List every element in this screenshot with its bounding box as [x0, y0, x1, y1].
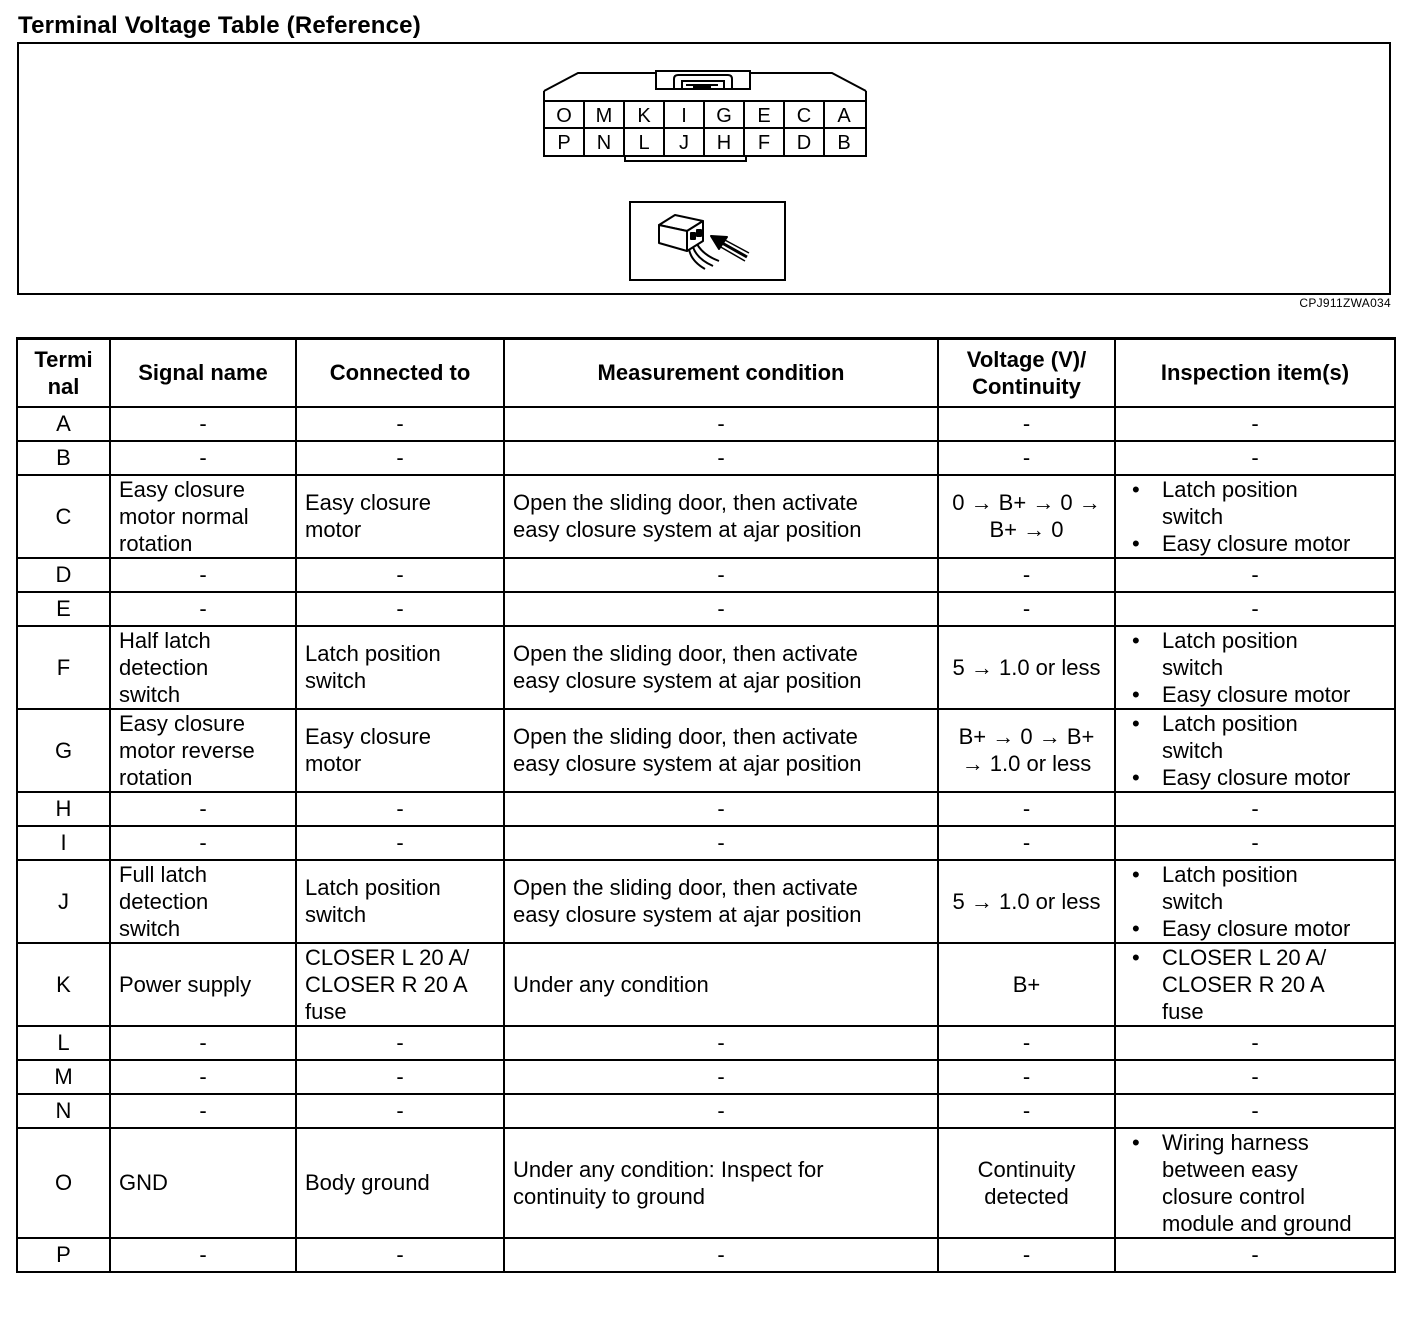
inspection-item [1124, 915, 1386, 942]
voltage-line: Continuity [977, 1156, 1076, 1182]
signal-cell: - [110, 826, 296, 860]
inspection-line: • Easy closure motor [1162, 764, 1351, 790]
terminal-cell: B [17, 441, 110, 475]
voltage-cell: - [938, 407, 1115, 441]
pin-label: O [556, 105, 572, 127]
condition-line: Under any condition: Inspect for [513, 1156, 824, 1182]
connected-cell: - [296, 558, 504, 592]
inspection-item [1124, 944, 1386, 1025]
inspection-cell: - [1115, 558, 1395, 592]
connected-cell: - [296, 1026, 504, 1060]
inspection-line: fuse [1162, 998, 1204, 1024]
condition-cell [504, 626, 938, 709]
connected-line: motor [305, 751, 362, 776]
pin-label: L [638, 132, 650, 154]
inspection-line: • CLOSER L 20 A/ [1162, 944, 1327, 970]
inspection-line: • Latch position [1162, 476, 1298, 502]
table-row [17, 1128, 1395, 1238]
inspection-line: • Wiring harness [1162, 1129, 1309, 1155]
condition-line: Open the sliding door, then activate [513, 875, 858, 900]
inspection-line: closure control [1162, 1183, 1306, 1209]
voltage-line: 0 → B+ → 0 → [952, 490, 1101, 515]
pin-label: H [716, 132, 732, 154]
inspection-item [1124, 681, 1386, 708]
condition-line: continuity to ground [513, 1183, 706, 1209]
voltage-line: → 1.0 or less [961, 751, 1092, 776]
table-row [17, 1060, 1395, 1094]
condition-line: Open the sliding door, then activate [513, 641, 858, 666]
table-row [17, 592, 1395, 626]
signal-cell [110, 1128, 296, 1238]
connected-cell: - [296, 441, 504, 475]
connected-cell: - [296, 1094, 504, 1128]
connected-cell [296, 1128, 504, 1238]
signal-cell [110, 860, 296, 943]
voltage-line: B+ [1012, 971, 1041, 997]
connected-line: Easy closure [305, 490, 431, 515]
condition-line: Open the sliding door, then activate [513, 724, 858, 749]
terminal-cell: G [17, 709, 110, 792]
connected-cell: - [296, 826, 504, 860]
condition-cell [504, 475, 938, 558]
condition-line: easy closure system at ajar position [513, 668, 862, 693]
condition-cell: - [504, 558, 938, 592]
header-measurement-condition: Measurement condition [504, 339, 938, 407]
voltage-line: B+ → 0 [989, 517, 1064, 542]
inspection-line: switch [1162, 737, 1224, 763]
table-row [17, 1026, 1395, 1060]
condition-cell: - [504, 1238, 938, 1272]
header-voltage-line: Voltage (V)/ [966, 346, 1087, 372]
header-terminal-line: nal [47, 373, 80, 399]
inspection-cell: - [1115, 1060, 1395, 1094]
terminal-cell: I [17, 826, 110, 860]
connected-line: switch [305, 668, 367, 693]
pin-label: M [595, 105, 613, 127]
inspection-cell: - [1115, 1238, 1395, 1272]
voltage-cell [938, 626, 1115, 709]
pin-label: P [557, 132, 571, 154]
inspection-cell: - [1115, 407, 1395, 441]
pin-label: C [796, 105, 812, 127]
pin-label: I [681, 105, 687, 127]
inspection-cell: - [1115, 1026, 1395, 1060]
inspection-line: • Easy closure motor [1162, 530, 1351, 556]
header-terminal [17, 339, 110, 407]
pin-label: J [679, 132, 689, 154]
inspection-line: • Easy closure motor [1162, 681, 1351, 707]
connected-line: fuse [305, 998, 347, 1024]
signal-cell: - [110, 1094, 296, 1128]
voltage-cell: - [938, 558, 1115, 592]
inspection-cell [1115, 709, 1395, 792]
connected-line: CLOSER L 20 A/ [305, 944, 470, 970]
condition-line: Open the sliding door, then activate [513, 490, 858, 515]
terminal-voltage-table [16, 337, 1396, 1273]
voltage-cell: - [938, 1026, 1115, 1060]
terminal-cell: C [17, 475, 110, 558]
voltage-line: 5 → 1.0 or less [952, 888, 1101, 914]
voltage-cell: - [938, 592, 1115, 626]
connected-line: motor [305, 517, 362, 542]
inspection-line: CLOSER R 20 A [1162, 971, 1325, 997]
connected-cell: - [296, 1060, 504, 1094]
signal-line: detection [119, 654, 209, 680]
terminal-cell: E [17, 592, 110, 626]
header-terminal-line: Termi [34, 346, 93, 372]
inspection-item [1124, 627, 1386, 681]
inspection-cell [1115, 860, 1395, 943]
terminal-cell: M [17, 1060, 110, 1094]
voltage-cell [938, 1128, 1115, 1238]
terminal-cell: D [17, 558, 110, 592]
terminal-cell: H [17, 792, 110, 826]
inspection-list [1124, 861, 1386, 942]
connected-line: switch [305, 902, 367, 927]
signal-cell: - [110, 1060, 296, 1094]
harness-side-view [629, 201, 786, 281]
voltage-cell [938, 475, 1115, 558]
connected-cell [296, 709, 504, 792]
signal-cell: - [110, 1238, 296, 1272]
connected-cell [296, 475, 504, 558]
signal-line: switch [119, 681, 181, 707]
condition-line: easy closure system at ajar position [513, 517, 862, 542]
page-title: Terminal Voltage Table (Reference) [18, 12, 421, 39]
condition-cell: - [504, 1060, 938, 1094]
signal-line: Power supply [119, 971, 252, 997]
voltage-cell [938, 943, 1115, 1026]
connector-diagram [543, 60, 867, 170]
inspection-item [1124, 861, 1386, 915]
inspection-line: • Latch position [1162, 861, 1298, 887]
voltage-cell: - [938, 1094, 1115, 1128]
signal-cell: - [110, 792, 296, 826]
header-voltage [938, 339, 1115, 407]
voltage-cell: - [938, 1060, 1115, 1094]
connected-line: Easy closure [305, 724, 431, 749]
voltage-cell: - [938, 792, 1115, 826]
inspection-line: between easy [1162, 1156, 1298, 1182]
condition-cell: - [504, 792, 938, 826]
inspection-cell: - [1115, 826, 1395, 860]
pin-label: G [716, 105, 732, 127]
inspection-list [1124, 710, 1386, 791]
inspection-list [1124, 1129, 1386, 1237]
condition-line: easy closure system at ajar position [513, 751, 862, 776]
header-signal-name: Signal name [110, 339, 296, 407]
inspection-line: switch [1162, 888, 1224, 914]
connected-line: Latch position [305, 875, 441, 900]
table-row [17, 558, 1395, 592]
signal-line: switch [119, 915, 181, 941]
inspection-cell [1115, 1128, 1395, 1238]
connected-cell: - [296, 792, 504, 826]
condition-cell: - [504, 441, 938, 475]
table-row [17, 1094, 1395, 1128]
pin-label: D [796, 132, 812, 154]
signal-line: Easy closure [119, 710, 245, 736]
header-connected-to: Connected to [296, 339, 504, 407]
connected-cell: - [296, 1238, 504, 1272]
connected-line: Body ground [305, 1170, 430, 1195]
signal-cell [110, 709, 296, 792]
inspection-list [1124, 627, 1386, 708]
connected-cell [296, 943, 504, 1026]
table-row [17, 441, 1395, 475]
condition-cell: - [504, 1094, 938, 1128]
pin-label: N [596, 132, 612, 154]
condition-cell: - [504, 826, 938, 860]
table-row [17, 407, 1395, 441]
voltage-cell: - [938, 1238, 1115, 1272]
condition-line: Under any condition [513, 971, 709, 997]
inspection-item [1124, 476, 1386, 530]
terminal-cell: F [17, 626, 110, 709]
inspection-item [1124, 710, 1386, 764]
table-header-row [17, 339, 1395, 407]
condition-cell: - [504, 407, 938, 441]
terminal-cell: P [17, 1238, 110, 1272]
terminal-cell: L [17, 1026, 110, 1060]
inspection-line: module and ground [1162, 1210, 1352, 1236]
inspection-line: • Latch position [1162, 627, 1298, 653]
signal-cell: - [110, 407, 296, 441]
harness-side-icon [631, 203, 784, 279]
inspection-cell: - [1115, 1094, 1395, 1128]
condition-cell: - [504, 1026, 938, 1060]
pin-label: B [837, 132, 851, 154]
inspection-cell: - [1115, 441, 1395, 475]
voltage-cell [938, 709, 1115, 792]
signal-line: motor reverse [119, 737, 255, 763]
voltage-line: B+ → 0 → B+ [958, 724, 1095, 749]
signal-line: Full latch [119, 861, 208, 887]
voltage-cell [938, 860, 1115, 943]
signal-line: GND [119, 1170, 168, 1195]
signal-cell [110, 475, 296, 558]
header-inspection-items: Inspection item(s) [1115, 339, 1395, 407]
signal-line: motor normal [119, 503, 249, 529]
voltage-line: 5 → 1.0 or less [952, 654, 1101, 680]
terminal-cell: N [17, 1094, 110, 1128]
signal-cell [110, 943, 296, 1026]
table-row [17, 826, 1395, 860]
pin-label: A [837, 105, 851, 127]
inspection-cell [1115, 943, 1395, 1026]
table-row [17, 792, 1395, 826]
header-voltage-line: Continuity [972, 373, 1081, 399]
table-row [17, 475, 1395, 558]
voltage-line: detected [984, 1183, 1069, 1209]
condition-cell [504, 943, 938, 1026]
inspection-cell: - [1115, 592, 1395, 626]
terminal-cell: J [17, 860, 110, 943]
signal-cell: - [110, 1026, 296, 1060]
table-row [17, 943, 1395, 1026]
voltage-cell: - [938, 441, 1115, 475]
inspection-line: switch [1162, 503, 1224, 529]
signal-line: rotation [119, 764, 193, 790]
inspection-cell [1115, 626, 1395, 709]
signal-cell: - [110, 592, 296, 626]
inspection-line: • Easy closure motor [1162, 915, 1351, 941]
table-row [17, 709, 1395, 792]
inspection-line: switch [1162, 654, 1224, 680]
connected-cell [296, 626, 504, 709]
inspection-cell: - [1115, 792, 1395, 826]
pin-label: K [637, 105, 651, 127]
connected-cell [296, 860, 504, 943]
pin-label: F [757, 132, 771, 154]
signal-line: rotation [119, 530, 193, 556]
inspection-item [1124, 1129, 1386, 1237]
connected-line: Latch position [305, 641, 441, 666]
condition-cell: - [504, 592, 938, 626]
voltage-cell: - [938, 826, 1115, 860]
inspection-item [1124, 764, 1386, 791]
table-row [17, 1238, 1395, 1272]
terminal-cell: O [17, 1128, 110, 1238]
signal-line: Easy closure [119, 476, 245, 502]
condition-cell [504, 860, 938, 943]
inspection-cell [1115, 475, 1395, 558]
inspection-list [1124, 476, 1386, 557]
signal-line: detection [119, 888, 209, 914]
condition-cell [504, 709, 938, 792]
inspection-list [1124, 944, 1386, 1025]
table-row [17, 860, 1395, 943]
signal-cell [110, 626, 296, 709]
connected-line: CLOSER R 20 A [305, 971, 468, 997]
connected-cell: - [296, 592, 504, 626]
signal-cell: - [110, 558, 296, 592]
signal-line: Half latch [119, 627, 211, 653]
table-row [17, 626, 1395, 709]
inspection-item [1124, 530, 1386, 557]
terminal-cell: K [17, 943, 110, 1026]
figure-code: CPJ911ZWA034 [1299, 296, 1391, 310]
signal-cell: - [110, 441, 296, 475]
condition-cell [504, 1128, 938, 1238]
terminal-cell: A [17, 407, 110, 441]
connected-cell: - [296, 407, 504, 441]
inspection-line: • Latch position [1162, 710, 1298, 736]
pin-label: E [757, 105, 771, 127]
condition-line: easy closure system at ajar position [513, 902, 862, 927]
